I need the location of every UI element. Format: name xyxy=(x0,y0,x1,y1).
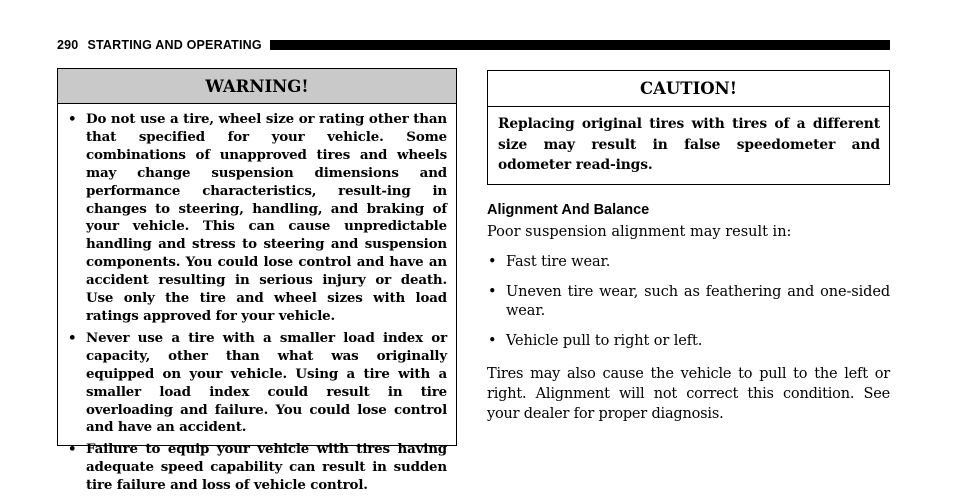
alignment-item-text: Vehicle pull to right or left. xyxy=(506,332,703,349)
bullet-icon: • xyxy=(68,111,77,127)
page-number: 290 xyxy=(57,38,79,52)
bullet-icon: • xyxy=(68,441,77,458)
alignment-item xyxy=(487,332,890,352)
alignment-item xyxy=(487,283,890,322)
alignment-closing: Tires may also cause the vehicle to pull to the left or right. Alignment will not correct this condition. See your dealer for proper diagnosis. xyxy=(487,366,890,422)
alignment-item-text: Uneven tire wear, such as feathering and one-sided wear. xyxy=(506,283,890,319)
section-title: STARTING AND OPERATING xyxy=(87,38,262,52)
bullet-icon: • xyxy=(488,283,497,300)
alignment-item-text: Fast tire wear. xyxy=(506,254,611,270)
warning-box xyxy=(57,68,457,494)
alignment-list xyxy=(487,253,890,361)
header-rule xyxy=(270,40,890,50)
caution-title: CAUTION! xyxy=(488,71,889,107)
warning-item-text: Never use a tire with a smaller load index or capacity, other than what was originally equipped on your vehicle. Using a tire with a smaller load index could result in tire overloading and failure. You could lose control and have an accident. xyxy=(86,329,447,436)
bullet-icon: • xyxy=(488,254,497,270)
bullet-icon: • xyxy=(68,329,77,346)
warning-item xyxy=(67,111,447,326)
alignment-heading: Alignment And Balance xyxy=(487,202,650,218)
warning-item xyxy=(67,441,447,495)
caution-box xyxy=(487,70,890,185)
warning-item xyxy=(67,330,447,437)
alignment-intro: Poor suspension alignment may result in: xyxy=(487,224,792,240)
alignment-item xyxy=(487,253,890,273)
bullet-icon: • xyxy=(488,332,497,349)
warning-list xyxy=(58,104,456,495)
warning-item-text: Failure to equip your vehicle with tires having adequate speed capability can result in sudden tire failure and loss of vehicle control. xyxy=(86,441,447,494)
warning-title: WARNING! xyxy=(58,69,456,104)
page-header xyxy=(57,37,890,53)
warning-item-text: Do not use a tire, wheel size or rating other than that specified for your vehicle. Some combinations of unapproved tires and wheels may change suspension dimensions and performance characteristics, result-ing in changes to steering, handling, and braking of your vehicle. This can cause unpredictable handling and stress to steering and suspension components. You could lose control and have an accident resulting in serious injury or death. Use only the tire and wheel sizes with load ratings approved for your vehicle. xyxy=(86,111,447,324)
caution-text: Replacing original tires with tires of a different size may result in false speedometer and odometer read-ings. xyxy=(498,116,880,173)
